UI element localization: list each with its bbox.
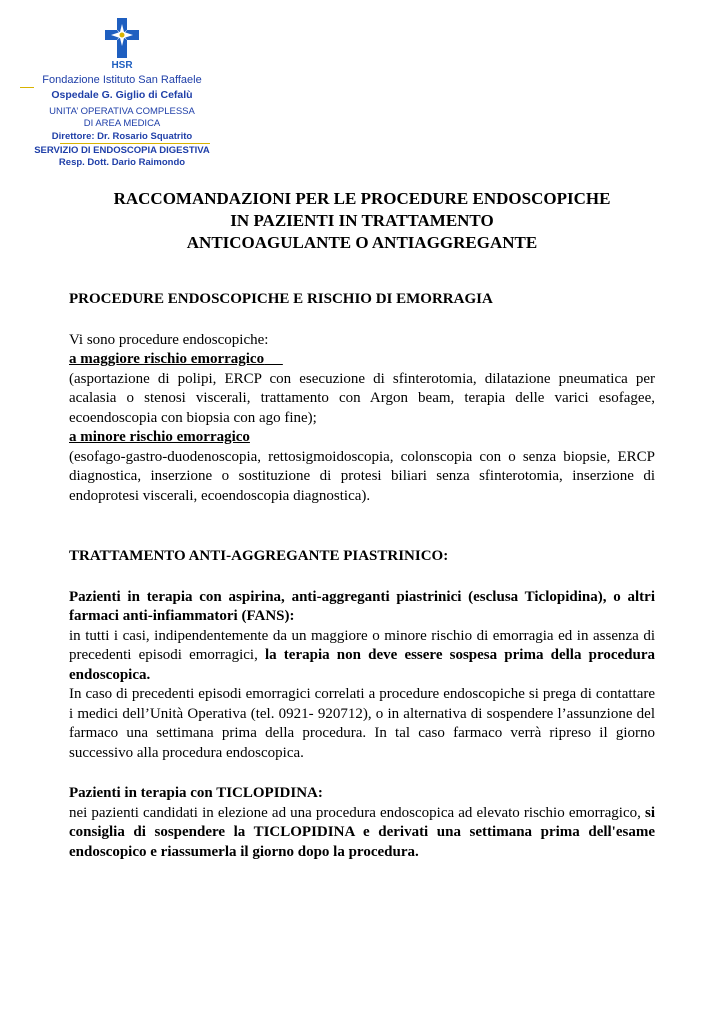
svg-text:HSR: HSR <box>111 60 133 71</box>
high-risk-label: a maggiore rischio emorragico <box>69 351 265 367</box>
letterhead <box>14 14 230 168</box>
aspirin-recommendation: la terapia non deve essere sospesa prima della procedura endoscopica. <box>69 647 655 683</box>
document-body <box>69 290 655 862</box>
title-line-3: ANTICOAGULANTE O ANTIAGGREGANTE <box>186 233 538 252</box>
aspirin-heading: Pazienti in terapia con aspirina, anti-aggreganti piastrinici (esclusa Ticlopidina), o altri farmaci anti-infiammatori (FANS): <box>69 588 655 624</box>
service-responsible: Resp. Dott. Dario Raimondo <box>58 157 186 168</box>
ticlopidine-heading: Pazienti in terapia con TICLOPIDINA: <box>69 785 323 801</box>
high-risk-label-line <box>69 350 655 370</box>
section-heading-antiplatelet: TRATTAMENTO ANTI-AGGREGANTE PIASTRINICO: <box>69 548 449 564</box>
procedures-intro: Vi sono procedure endoscopiche: <box>69 331 269 348</box>
section-heading-bleeding-risk: PROCEDURE ENDOSCOPICHE E RISCHIO DI EMORRAGIA <box>69 291 493 307</box>
aspirin-paragraph <box>69 627 655 686</box>
ticlopidine-paragraph <box>69 804 655 863</box>
document-title <box>50 188 674 254</box>
unit-line-1: UNITA’ OPERATIVA COMPLESSA <box>49 106 195 117</box>
unit-line-2: DI AREA MEDICA <box>83 118 161 129</box>
aspirin-text: in tutti i casi, indipendentemente da un maggiore o minore rischio di emorragia ed in assenza di precedenti episodi emorragici, <box>69 627 655 663</box>
previous-bleeding-paragraph: In caso di precedenti episodi emorragici correlati a procedure endoscopiche si prega di contattare i medici dell’Unità Operativa (tel. 0921- 920712), o in alternativa di sospendere l’assunzione del farmaco una settimana prima della procedura. In tal caso farmaco verrà ripreso il giorno successivo alla procedura endoscopica. <box>69 686 655 761</box>
low-risk-procedures: (esofago-gastro-duodenoscopia, rettosigmoidoscopia, colonscopia con o senza biopsie, ERCP diagnostica, inserzione o sostituzione di protesi biliari senza sfinterotomia, inserzione di endoprotesi viscerali, ecoendoscopia diagnostica). <box>69 448 655 504</box>
hospital-name: Ospedale G. Giglio di Cefalù <box>14 89 230 101</box>
director-name: Direttore: Dr. Rosario Squatrito <box>51 131 193 142</box>
low-risk-label-line <box>69 428 655 448</box>
title-line-2: IN PAZIENTI IN TRATTAMENTO <box>230 211 494 230</box>
foundation-name: Fondazione Istituto San Raffaele <box>42 74 202 86</box>
ticlopidine-text: nei pazienti candidati in elezione ad una procedura endoscopica ad elevato rischio emorragico, <box>69 804 641 821</box>
low-risk-label: a minore rischio emorragico <box>69 429 250 445</box>
hsr-cross-star-logo-icon <box>102 14 142 72</box>
ticlopidine-recommendation: si consiglia di sospendere la TICLOPIDINA e derivati una settimana prima dell'esame endoscopico e riassumerla il giorno dopo la procedura. <box>69 804 655 860</box>
service-name: SERVIZIO DI ENDOSCOPIA DIGESTIVA <box>14 145 230 156</box>
title-line-1: RACCOMANDAZIONI PER LE PROCEDURE ENDOSCOPICHE <box>113 189 611 208</box>
high-risk-procedures: (asportazione di polipi, ERCP con esecuzione di sfinterotomia, dilatazione pneumatica per acalasia o stenosi viscerali, trattamento con Argon beam, terapia delle varici esofagee, ecoendoscopia con biopsia con ago fine); <box>69 370 655 426</box>
